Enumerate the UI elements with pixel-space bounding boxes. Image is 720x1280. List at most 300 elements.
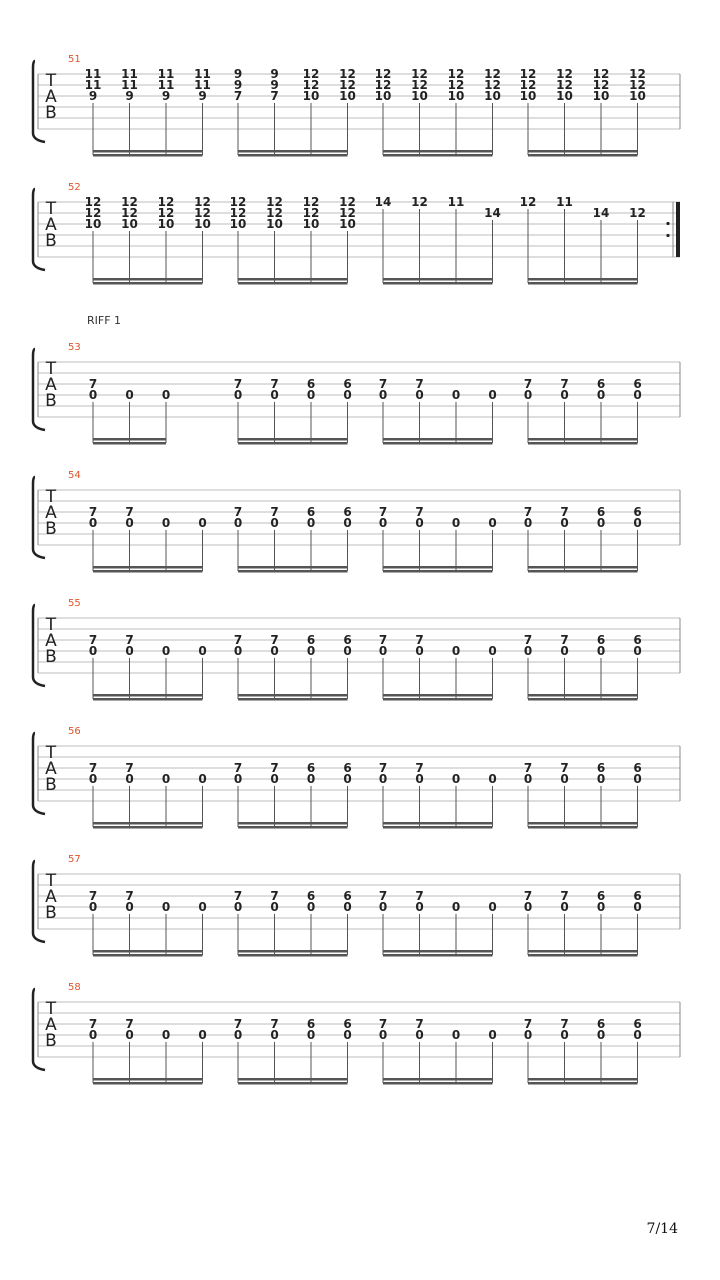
beam	[238, 954, 348, 957]
fret-number: 10	[157, 217, 175, 231]
fret-number: 0	[633, 388, 642, 402]
fret-number: 0	[343, 772, 352, 786]
fret-number: 10	[411, 89, 428, 103]
fret-number: 7	[560, 633, 569, 647]
tab-system	[33, 470, 680, 573]
beam	[238, 570, 348, 573]
beam	[238, 566, 348, 569]
fret-number: 7	[233, 633, 243, 647]
beam	[528, 950, 638, 953]
fret-number: 7	[523, 761, 533, 775]
bar-number: 54	[68, 470, 81, 481]
tab-system	[33, 726, 680, 829]
fret-number: 11	[194, 78, 211, 92]
tab-clef-letter: T	[45, 999, 57, 1019]
beam	[528, 150, 638, 153]
fret-number: 0	[488, 644, 497, 658]
system-bracket	[33, 477, 45, 558]
fret-number: 7	[233, 761, 243, 775]
fret-number: 0	[343, 900, 352, 914]
fret-number: 0	[125, 900, 134, 914]
fret-number: 7	[560, 889, 569, 903]
fret-number: 10	[266, 217, 283, 231]
fret-number: 0	[88, 772, 98, 786]
beam	[238, 278, 348, 281]
fret-number: 12	[592, 67, 610, 81]
fret-number: 7	[125, 761, 134, 775]
fret-number: 10	[339, 89, 356, 103]
bar-number: 52	[68, 182, 81, 193]
fret-number: 10	[194, 217, 211, 231]
fret-number: 9	[270, 67, 279, 81]
beam	[238, 822, 348, 825]
fret-number: 0	[161, 900, 171, 914]
beam	[528, 570, 638, 573]
fret-number: 12	[519, 78, 537, 92]
fret-number: 10	[121, 217, 138, 231]
fret-number: 12	[411, 78, 428, 92]
fret-number: 10	[229, 217, 247, 231]
fret-number: 0	[343, 644, 352, 658]
fret-number: 12	[374, 78, 392, 92]
beam	[383, 278, 493, 281]
fret-number: 7	[523, 889, 533, 903]
tab-clef-letter: T	[45, 615, 57, 635]
fret-number: 9	[233, 67, 243, 81]
fret-number: 0	[233, 1028, 243, 1042]
fret-number: 0	[415, 1028, 424, 1042]
beam	[383, 282, 493, 285]
fret-number: 0	[523, 644, 533, 658]
beam	[383, 566, 493, 569]
fret-number: 0	[270, 516, 279, 530]
fret-number: 12	[629, 67, 646, 81]
fret-number: 0	[633, 1028, 642, 1042]
fret-number: 7	[88, 889, 98, 903]
fret-number: 0	[306, 900, 316, 914]
system-bracket	[33, 989, 45, 1070]
fret-number: 0	[633, 516, 642, 530]
fret-number: 11	[556, 195, 573, 209]
fret-number: 12	[339, 78, 356, 92]
fret-number: 0	[378, 772, 388, 786]
fret-number: 12	[302, 195, 320, 209]
fret-number: 0	[270, 772, 279, 786]
beam	[238, 150, 348, 153]
page-number: 7/14	[646, 1221, 678, 1237]
fret-number: 0	[270, 644, 279, 658]
beam	[528, 566, 638, 569]
fret-number: 7	[233, 505, 243, 519]
beam	[93, 566, 203, 569]
fret-number: 12	[302, 78, 320, 92]
fret-number: 6	[343, 889, 352, 903]
beam	[238, 154, 348, 157]
fret-number: 0	[560, 644, 569, 658]
beam	[93, 278, 203, 281]
fret-number: 0	[523, 772, 533, 786]
fret-number: 7	[560, 761, 569, 775]
system-bracket	[33, 861, 45, 942]
beam	[528, 438, 638, 441]
fret-number: 12	[592, 78, 610, 92]
fret-number: 11	[157, 78, 175, 92]
fret-number: 6	[343, 761, 352, 775]
fret-number: 0	[523, 388, 533, 402]
fret-number: 6	[633, 633, 642, 647]
fret-number: 12	[556, 78, 573, 92]
fret-number: 0	[88, 1028, 98, 1042]
fret-number: 6	[633, 1017, 642, 1031]
tab-clef-letter: B	[45, 903, 57, 923]
fret-number: 10	[374, 89, 392, 103]
beam	[93, 442, 166, 445]
tab-clef-letter: T	[45, 743, 57, 763]
beam	[93, 1082, 203, 1085]
fret-number: 0	[306, 772, 316, 786]
fret-number: 7	[270, 761, 279, 775]
fret-number: 14	[374, 195, 392, 209]
beam	[528, 698, 638, 701]
bar-number: 58	[68, 982, 81, 993]
fret-number: 6	[306, 505, 316, 519]
fret-number: 0	[633, 644, 642, 658]
fret-number: 0	[306, 1028, 316, 1042]
fret-number: 12	[411, 67, 428, 81]
beam	[528, 154, 638, 157]
fret-number: 6	[596, 761, 606, 775]
tab-system	[33, 182, 680, 285]
fret-number: 0	[88, 388, 98, 402]
fret-number: 7	[415, 377, 424, 391]
fret-number: 0	[488, 388, 497, 402]
fret-number: 0	[343, 388, 352, 402]
tab-clef-letter: B	[45, 775, 57, 795]
fret-number: 0	[306, 644, 316, 658]
fret-number: 11	[84, 67, 102, 81]
fret-number: 6	[306, 377, 316, 391]
tab-clef-letter: A	[45, 631, 57, 651]
fret-number: 0	[415, 772, 424, 786]
beam	[238, 1082, 348, 1085]
fret-number: 7	[270, 505, 279, 519]
fret-number: 11	[447, 195, 465, 209]
tab-clef-letter: A	[45, 87, 57, 107]
fret-number: 7	[270, 89, 279, 103]
beam	[238, 698, 348, 701]
fret-number: 0	[596, 644, 606, 658]
bar-number: 56	[68, 726, 81, 737]
fret-number: 7	[125, 633, 134, 647]
fret-number: 0	[270, 388, 279, 402]
beam	[528, 954, 638, 957]
beam	[383, 570, 493, 573]
beam	[238, 826, 348, 829]
fret-number: 0	[198, 772, 207, 786]
fret-number: 6	[343, 633, 352, 647]
fret-number: 12	[556, 67, 573, 81]
fret-number: 7	[378, 633, 388, 647]
fret-number: 7	[415, 633, 424, 647]
fret-number: 0	[378, 1028, 388, 1042]
beam	[383, 822, 493, 825]
fret-number: 9	[198, 89, 207, 103]
bar-number: 53	[68, 342, 81, 353]
beam	[238, 1078, 348, 1081]
fret-number: 7	[270, 889, 279, 903]
fret-number: 7	[233, 1017, 243, 1031]
fret-number: 0	[161, 516, 171, 530]
tab-system	[33, 982, 680, 1085]
fret-number: 9	[233, 78, 243, 92]
tab-clef-letter: T	[45, 487, 57, 507]
fret-number: 12	[484, 78, 501, 92]
fret-number: 0	[198, 1028, 207, 1042]
fret-number: 0	[343, 516, 352, 530]
fret-number: 0	[233, 516, 243, 530]
beam	[93, 822, 203, 825]
fret-number: 0	[378, 900, 388, 914]
fret-number: 0	[560, 388, 569, 402]
fret-number: 0	[88, 644, 98, 658]
tab-clef-letter: A	[45, 887, 57, 907]
beam	[93, 950, 203, 953]
beam	[238, 282, 348, 285]
fret-number: 0	[125, 516, 134, 530]
fret-number: 0	[560, 900, 569, 914]
beam	[93, 154, 203, 157]
fret-number: 7	[88, 761, 98, 775]
bar-number: 57	[68, 854, 81, 865]
fret-number: 7	[523, 505, 533, 519]
beam	[528, 442, 638, 445]
fret-number: 6	[596, 633, 606, 647]
fret-number: 0	[523, 1028, 533, 1042]
fret-number: 10	[302, 89, 320, 103]
beam	[238, 442, 348, 445]
fret-number: 9	[161, 89, 171, 103]
beam	[93, 570, 203, 573]
beam	[383, 694, 493, 697]
fret-number: 0	[233, 772, 243, 786]
fret-number: 6	[596, 1017, 606, 1031]
fret-number: 10	[592, 89, 610, 103]
fret-number: 7	[88, 633, 98, 647]
fret-number: 11	[194, 67, 211, 81]
fret-number: 10	[556, 89, 573, 103]
beam	[383, 442, 493, 445]
fret-number: 0	[596, 388, 606, 402]
fret-number: 10	[84, 217, 102, 231]
tab-clef-letter: T	[45, 199, 57, 219]
fret-number: 7	[415, 505, 424, 519]
fret-number: 12	[266, 206, 283, 220]
fret-number: 12	[519, 67, 537, 81]
fret-number: 0	[125, 1028, 134, 1042]
fret-number: 6	[306, 761, 316, 775]
beam	[93, 694, 203, 697]
tab-system	[33, 54, 680, 157]
fret-number: 10	[339, 217, 356, 231]
fret-number: 0	[161, 644, 171, 658]
repeat-dot	[666, 222, 669, 225]
fret-number: 0	[451, 1028, 461, 1042]
tab-clef-letter: B	[45, 391, 57, 411]
tab-clef-letter: B	[45, 103, 57, 123]
fret-number: 7	[88, 1017, 98, 1031]
tab-clef-letter: B	[45, 1031, 57, 1051]
fret-number: 0	[161, 1028, 171, 1042]
beam	[93, 438, 166, 441]
fret-number: 0	[161, 388, 171, 402]
fret-number: 14	[592, 206, 610, 220]
tab-clef-letter: A	[45, 503, 57, 523]
beam	[93, 698, 203, 701]
beam	[93, 1078, 203, 1081]
fret-number: 7	[523, 1017, 533, 1031]
fret-number: 7	[378, 505, 388, 519]
beam	[528, 1078, 638, 1081]
fret-number: 6	[633, 377, 642, 391]
beam	[238, 438, 348, 441]
fret-number: 6	[633, 505, 642, 519]
fret-number: 0	[488, 1028, 497, 1042]
tab-system	[33, 854, 680, 957]
beam	[383, 826, 493, 829]
fret-number: 6	[306, 889, 316, 903]
fret-number: 0	[488, 516, 497, 530]
beam	[528, 694, 638, 697]
fret-number: 12	[339, 67, 356, 81]
fret-number: 0	[343, 1028, 352, 1042]
fret-number: 7	[523, 633, 533, 647]
tab-clef-letter: A	[45, 759, 57, 779]
fret-number: 12	[339, 206, 356, 220]
fret-number: 7	[233, 89, 243, 103]
section-label: RIFF 1	[87, 314, 122, 327]
fret-number: 0	[378, 388, 388, 402]
beam	[383, 950, 493, 953]
fret-number: 12	[157, 206, 175, 220]
system-bracket	[33, 733, 45, 814]
fret-number: 0	[596, 1028, 606, 1042]
fret-number: 14	[484, 206, 501, 220]
fret-number: 0	[415, 644, 424, 658]
fret-number: 0	[596, 516, 606, 530]
fret-number: 11	[157, 67, 175, 81]
fret-number: 0	[415, 388, 424, 402]
fret-number: 9	[125, 89, 134, 103]
fret-number: 0	[306, 388, 316, 402]
fret-number: 6	[343, 505, 352, 519]
tab-system	[33, 314, 680, 445]
fret-number: 0	[125, 772, 134, 786]
fret-number: 7	[415, 889, 424, 903]
fret-number: 0	[198, 516, 207, 530]
beam	[93, 954, 203, 957]
beam	[383, 698, 493, 701]
fret-number: 10	[629, 89, 646, 103]
fret-number: 6	[633, 889, 642, 903]
beam	[383, 154, 493, 157]
beam	[528, 282, 638, 285]
fret-number: 0	[415, 900, 424, 914]
beam	[528, 826, 638, 829]
tab-clef-letter: B	[45, 231, 57, 251]
barline-repeat-thick	[676, 202, 680, 257]
fret-number: 6	[306, 1017, 316, 1031]
fret-number: 12	[519, 195, 537, 209]
fret-number: 0	[378, 644, 388, 658]
beam	[383, 438, 493, 441]
fret-number: 6	[596, 505, 606, 519]
fret-number: 0	[161, 772, 171, 786]
fret-number: 6	[633, 761, 642, 775]
fret-number: 11	[121, 78, 138, 92]
fret-number: 7	[125, 889, 134, 903]
fret-number: 7	[270, 1017, 279, 1031]
tab-clef-letter: A	[45, 1015, 57, 1035]
fret-number: 12	[229, 195, 247, 209]
fret-number: 0	[560, 1028, 569, 1042]
fret-number: 0	[88, 900, 98, 914]
fret-number: 0	[451, 388, 461, 402]
fret-number: 12	[121, 195, 138, 209]
fret-number: 6	[343, 1017, 352, 1031]
fret-number: 0	[488, 900, 497, 914]
beam	[383, 150, 493, 153]
fret-number: 0	[270, 1028, 279, 1042]
fret-number: 7	[233, 377, 243, 391]
fret-number: 11	[121, 67, 138, 81]
fret-number: 0	[560, 772, 569, 786]
fret-number: 10	[302, 217, 320, 231]
beam	[383, 954, 493, 957]
fret-number: 0	[451, 772, 461, 786]
fret-number: 10	[447, 89, 465, 103]
fret-number: 7	[378, 889, 388, 903]
fret-number: 0	[488, 772, 497, 786]
fret-number: 0	[633, 900, 642, 914]
fret-number: 12	[157, 195, 175, 209]
fret-number: 12	[629, 78, 646, 92]
fret-number: 0	[198, 900, 207, 914]
beam	[238, 950, 348, 953]
fret-number: 0	[378, 516, 388, 530]
fret-number: 12	[84, 206, 102, 220]
fret-number: 0	[233, 900, 243, 914]
fret-number: 6	[343, 377, 352, 391]
beam	[528, 1082, 638, 1085]
fret-number: 0	[451, 644, 461, 658]
beam	[383, 1078, 493, 1081]
fret-number: 12	[229, 206, 247, 220]
fret-number: 12	[447, 67, 465, 81]
system-bracket	[33, 349, 45, 430]
system-bracket	[33, 189, 45, 270]
fret-number: 12	[629, 206, 646, 220]
fret-number: 7	[378, 761, 388, 775]
fret-number: 7	[415, 1017, 424, 1031]
beam	[528, 822, 638, 825]
fret-number: 12	[447, 78, 465, 92]
fret-number: 12	[374, 67, 392, 81]
beam	[528, 278, 638, 281]
fret-number: 12	[84, 195, 102, 209]
fret-number: 0	[523, 516, 533, 530]
system-bracket	[33, 605, 45, 686]
fret-number: 7	[378, 377, 388, 391]
